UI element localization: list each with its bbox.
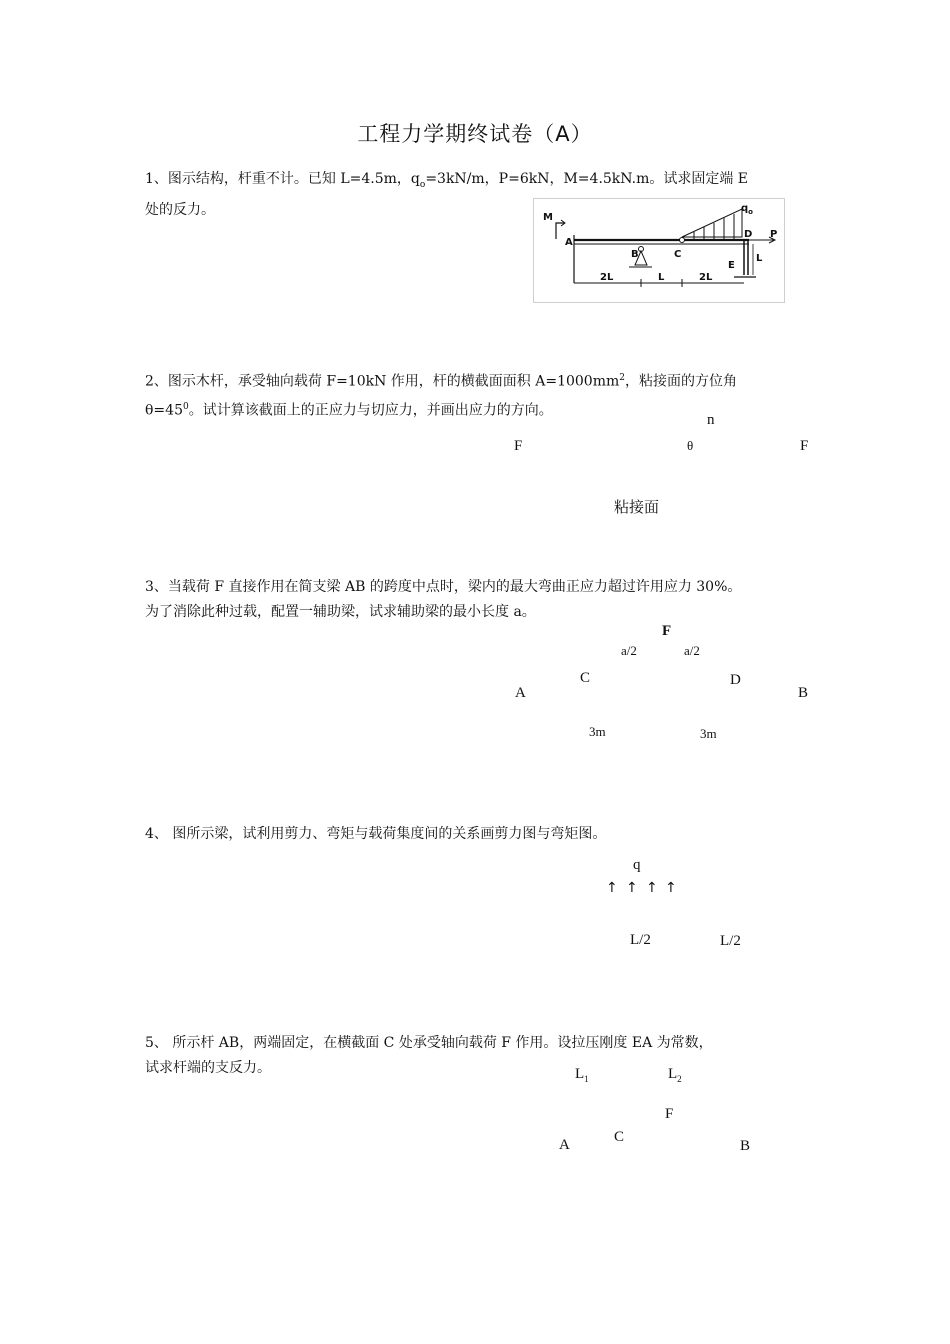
- moment-arrow-icon: [556, 223, 564, 239]
- label-span-left: 3m: [589, 724, 606, 739]
- label-F-left: F: [514, 438, 523, 454]
- question-2-line-1: 2、图示木杆，承受轴向载荷 F=10kN 作用，杆的横截面面积 $A=1000mm^2$，粘接面的方位角: [145, 373, 738, 390]
- label-q: q: [633, 857, 641, 873]
- label-A: A: [515, 685, 526, 701]
- question-5: [145, 1031, 810, 1081]
- label-D: D: [730, 672, 741, 688]
- question-5-line-2: 试求杆端的支反力。: [145, 1060, 271, 1076]
- dim-L: L: [658, 272, 665, 283]
- label-A: A: [565, 237, 573, 248]
- question-4: [145, 822, 810, 847]
- label-theta: θ: [687, 438, 694, 453]
- label-E: E: [728, 260, 735, 271]
- question-3-line-2: 为了消除此种过载，配置一辅助梁，试求辅助梁的最小长度 a。: [145, 604, 536, 620]
- dim-2L-left: 2L: [600, 272, 614, 283]
- distributed-load: [682, 209, 742, 237]
- label-L1: $L_1$: [575, 1066, 589, 1084]
- label-P: P: [770, 229, 778, 240]
- load-arrow-icon: ↑: [606, 880, 618, 896]
- label-D: D: [744, 229, 753, 240]
- question-2-line-2: $\theta=45^0$。试计算该截面上的正应力与切应力，并画出应力的方向。: [145, 401, 553, 419]
- load-arrow-icon: ↑: [626, 880, 638, 896]
- label-q0: $q_o$: [741, 203, 753, 216]
- label-F: F: [665, 1106, 674, 1122]
- label-L2: $L_2$: [668, 1066, 682, 1084]
- label-a-half-left: a/2: [621, 643, 637, 658]
- question-1-line-2: 处的反力。: [145, 201, 215, 218]
- label-L-half-left: L/2: [630, 932, 651, 948]
- label-M: M: [543, 212, 553, 223]
- label-span-right: 3m: [700, 726, 717, 741]
- label-a-half-right: a/2: [684, 643, 700, 658]
- label-C: C: [580, 670, 591, 686]
- structure-diagram: [534, 199, 784, 302]
- label-B: B: [631, 249, 639, 260]
- question-3-line-1: 3、当载荷 F 直接作用在简支梁 AB 的跨度中点时，梁内的最大弯曲正应力超过许用应力 30%。: [145, 579, 742, 595]
- label-glue-face: 粘接面: [614, 500, 660, 516]
- load-arrow-icon: ↑: [646, 880, 658, 896]
- label-C: C: [674, 249, 682, 260]
- label-C: C: [614, 1129, 625, 1145]
- label-B: B: [740, 1138, 751, 1154]
- label-A: A: [559, 1137, 570, 1153]
- exam-title: 工程力学期终试卷（A）: [357, 122, 593, 146]
- label-n: n: [707, 412, 715, 428]
- label-B: B: [798, 685, 809, 701]
- label-L-half-right: L/2: [720, 933, 741, 949]
- question-4-line-1: 4、 图所示梁，试利用剪力、弯矩与载荷集度间的关系画剪力图与弯矩图。: [145, 826, 607, 842]
- label-L-side: L: [756, 253, 763, 264]
- label-F: F: [662, 623, 672, 639]
- question-3: [145, 575, 810, 625]
- question-5-line-1: 5、 所示杆 AB，两端固定，在横截面 C 处承受轴向载荷 F 作用。设拉压刚度 EA 为常数，: [145, 1035, 713, 1051]
- question-1-figure: [533, 198, 785, 303]
- label-F-right: F: [800, 438, 809, 454]
- load-arrow-icon: ↑: [665, 880, 677, 896]
- question-1-line-1: 1、图示结构，杆重不计。已知 L=4.5m，$q_o=3kN/m$，P=6kN，M=4.5kN.m。试求固定端 E: [145, 171, 749, 190]
- dim-2L-right: 2L: [699, 272, 713, 283]
